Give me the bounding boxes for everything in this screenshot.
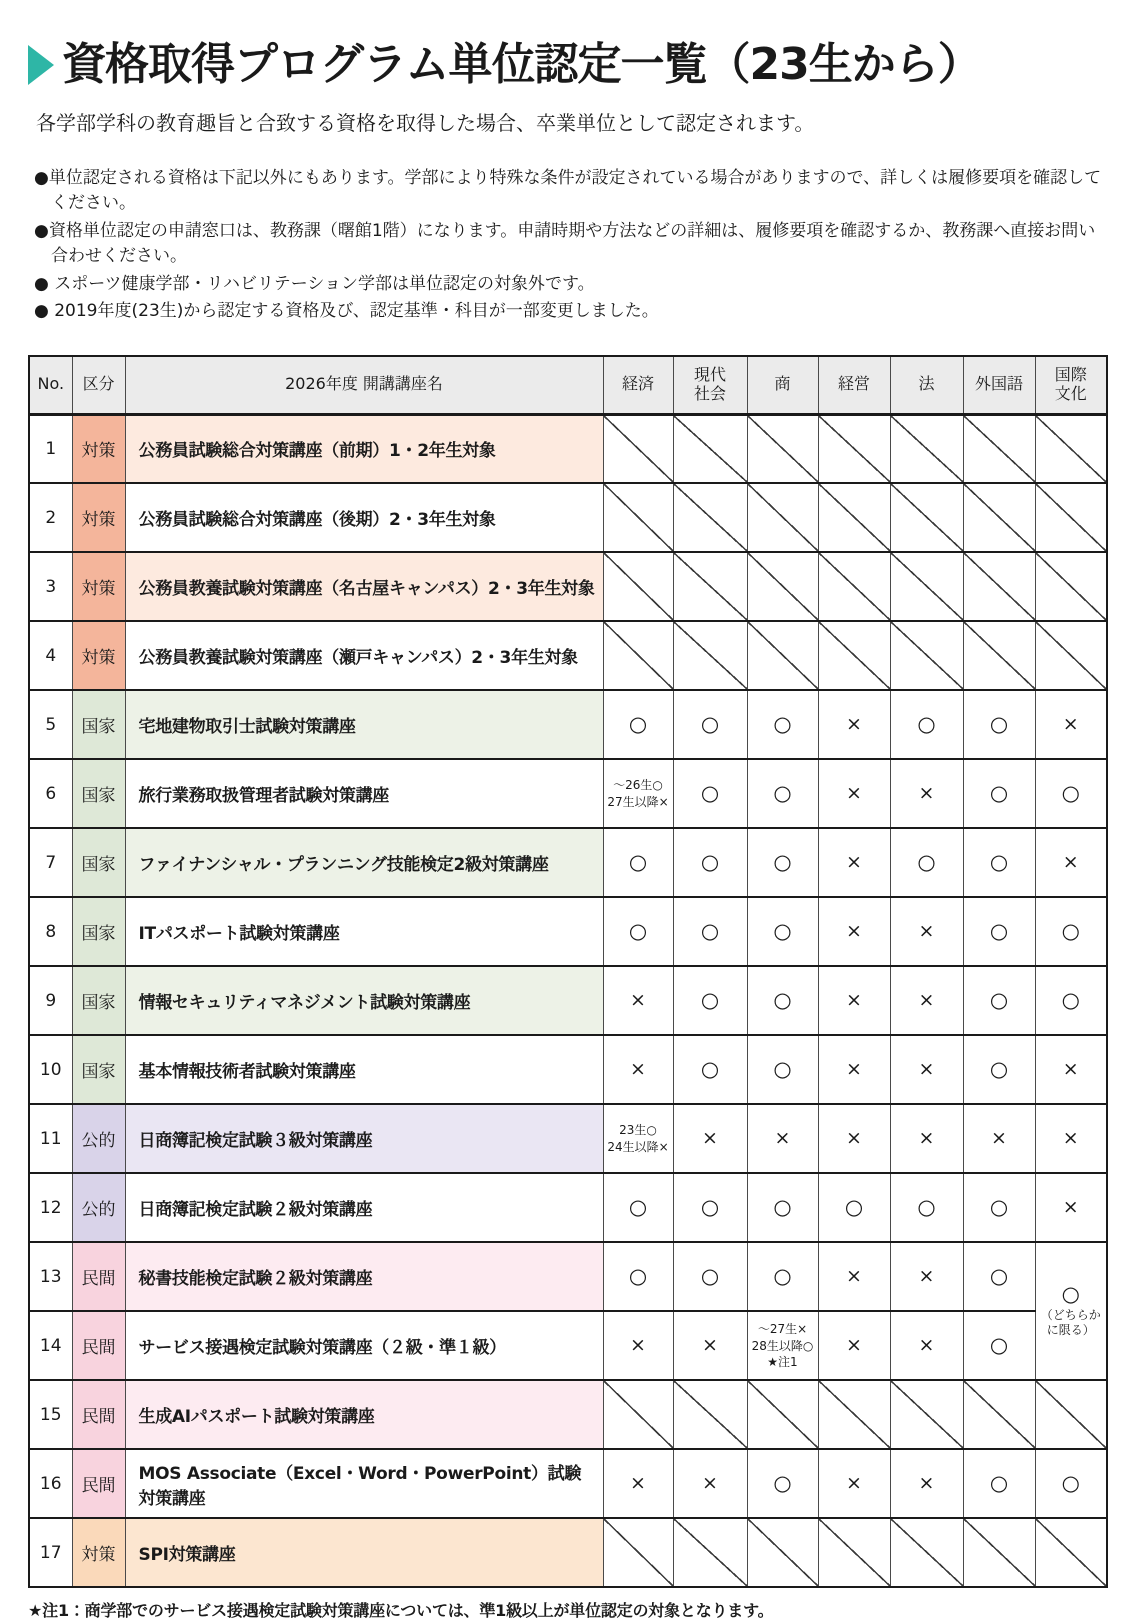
footnote: ★注1：商学部でのサービス接遇検定試験対策講座については、準1級以上が単位認定の対象となります。 bbox=[28, 1601, 774, 1621]
row-number: 12 bbox=[29, 1173, 72, 1242]
cross-mark-cell bbox=[747, 1104, 818, 1173]
table-row-3 bbox=[29, 552, 1107, 621]
circle-mark-cell bbox=[963, 897, 1035, 966]
not-applicable-diagonal-cell bbox=[673, 414, 747, 483]
row-number: 15 bbox=[29, 1380, 72, 1449]
circle-mark: ○ bbox=[773, 1195, 792, 1220]
table-row-2 bbox=[29, 483, 1107, 552]
cross-mark: × bbox=[918, 1334, 935, 1357]
circle-mark-cell bbox=[1035, 966, 1107, 1035]
circle-mark: ○ bbox=[1061, 1281, 1080, 1306]
table-row-16 bbox=[29, 1449, 1107, 1518]
not-applicable-diagonal-cell bbox=[890, 1380, 963, 1449]
cross-mark-cell bbox=[890, 897, 963, 966]
circle-mark-cell bbox=[747, 897, 818, 966]
cross-mark-cell bbox=[818, 897, 890, 966]
course-name-cell: 情報セキュリティマネジメント試験対策講座 bbox=[125, 966, 603, 1035]
cross-mark-cell bbox=[818, 1035, 890, 1104]
not-applicable-diagonal-cell bbox=[1035, 621, 1107, 690]
not-applicable-diagonal-cell bbox=[673, 1518, 747, 1587]
credit-recognition-table bbox=[28, 355, 1108, 1589]
cross-mark: × bbox=[846, 989, 862, 1012]
category-cell: 対策 bbox=[72, 1518, 125, 1587]
circle-mark: ○ bbox=[989, 1264, 1009, 1289]
not-applicable-diagonal-cell bbox=[890, 414, 963, 483]
cross-mark: × bbox=[1062, 713, 1079, 736]
circle-mark-cell bbox=[747, 1449, 818, 1518]
circle-mark-cell bbox=[673, 1173, 747, 1242]
cross-mark: × bbox=[1062, 851, 1079, 874]
cross-mark: × bbox=[846, 1334, 862, 1357]
cross-mark-cell bbox=[603, 1311, 673, 1380]
cross-mark-cell bbox=[1035, 1173, 1107, 1242]
row-number: 14 bbox=[29, 1311, 72, 1380]
table-row-7 bbox=[29, 828, 1107, 897]
circle-mark: ○ bbox=[700, 712, 720, 737]
note-item-2: ●資格単位認定の申請窓口は、教務課（曙館1階）になります。申請時期や方法などの詳細は、履修要項を確認するか、教務課へ直接お問い合わせください。 bbox=[34, 220, 1096, 267]
not-applicable-diagonal-cell bbox=[603, 552, 673, 621]
table-row-9 bbox=[29, 966, 1107, 1035]
cross-mark: × bbox=[846, 1472, 862, 1495]
not-applicable-diagonal-cell bbox=[890, 552, 963, 621]
not-applicable-diagonal-cell bbox=[747, 552, 818, 621]
circle-mark: ○ bbox=[773, 919, 792, 944]
circle-mark: ○ bbox=[700, 988, 720, 1013]
cross-mark: × bbox=[1062, 1196, 1079, 1219]
circle-mark-cell bbox=[747, 966, 818, 1035]
table-row-13 bbox=[29, 1242, 1107, 1311]
circle-mark: ○ bbox=[989, 988, 1009, 1013]
circle-mark-cell bbox=[747, 1242, 818, 1311]
cross-mark-cell bbox=[818, 966, 890, 1035]
category-cell: 国家 bbox=[72, 897, 125, 966]
category-cell: 民間 bbox=[72, 1311, 125, 1380]
not-applicable-diagonal-cell bbox=[963, 1518, 1035, 1587]
circle-mark: ○ bbox=[700, 1264, 720, 1289]
circle-mark: ○ bbox=[773, 850, 792, 875]
conditional-mark-cell bbox=[603, 759, 673, 828]
not-applicable-diagonal-cell bbox=[673, 621, 747, 690]
not-applicable-diagonal-cell bbox=[963, 483, 1035, 552]
course-name-cell: 公務員試験総合対策講座（後期）2・3年生対象 bbox=[125, 483, 603, 552]
cross-mark-cell bbox=[890, 1449, 963, 1518]
cross-mark-cell bbox=[890, 1311, 963, 1380]
cross-mark: × bbox=[846, 1058, 862, 1081]
cross-mark-cell bbox=[673, 1449, 747, 1518]
course-name-cell: 公務員試験総合対策講座（前期）1・2年生対象 bbox=[125, 414, 603, 483]
circle-mark-cell bbox=[603, 1173, 673, 1242]
category-cell: 国家 bbox=[72, 690, 125, 759]
not-applicable-diagonal-cell bbox=[890, 1518, 963, 1587]
row-number: 10 bbox=[29, 1035, 72, 1104]
course-name-cell: 宅地建物取引士試験対策講座 bbox=[125, 690, 603, 759]
note-item-1: ●単位認定される資格は下記以外にもあります。学部により特殊な条件が設定されている場合がありますので、詳しくは履修要項を確認してください。 bbox=[34, 167, 1102, 214]
circle-mark: ○ bbox=[773, 712, 792, 737]
circle-mark-cell bbox=[963, 1173, 1035, 1242]
cross-mark-cell bbox=[1035, 828, 1107, 897]
not-applicable-diagonal-cell bbox=[1035, 1518, 1107, 1587]
cross-mark-cell bbox=[673, 1311, 747, 1380]
column-header-5: 現代 社会 bbox=[673, 356, 747, 415]
circle-mark: ○ bbox=[773, 1264, 792, 1289]
cross-mark-cell bbox=[1035, 690, 1107, 759]
circle-mark: ○ bbox=[989, 850, 1009, 875]
course-name-cell: 公務員教養試験対策講座（瀬戸キャンパス）2・3年生対象 bbox=[125, 621, 603, 690]
not-applicable-diagonal-cell bbox=[963, 552, 1035, 621]
cross-mark-cell bbox=[890, 759, 963, 828]
circle-mark-cell bbox=[673, 1242, 747, 1311]
cross-mark-cell bbox=[818, 828, 890, 897]
table-row-5 bbox=[29, 690, 1107, 759]
circle-mark: ○ bbox=[628, 919, 648, 944]
cross-mark: × bbox=[630, 989, 646, 1012]
cross-mark-cell bbox=[818, 690, 890, 759]
row-number: 8 bbox=[29, 897, 72, 966]
cross-mark: × bbox=[991, 1127, 1007, 1150]
cross-mark: × bbox=[918, 1058, 935, 1081]
not-applicable-diagonal-cell bbox=[747, 621, 818, 690]
circle-mark-cell bbox=[1035, 1449, 1107, 1518]
not-applicable-diagonal-cell bbox=[963, 414, 1035, 483]
circle-mark: ○ bbox=[1061, 781, 1080, 806]
not-applicable-diagonal-cell bbox=[603, 483, 673, 552]
column-header-9: 外国語 bbox=[963, 356, 1035, 415]
circle-mark: ○ bbox=[989, 919, 1009, 944]
category-cell: 対策 bbox=[72, 483, 125, 552]
circle-mark: ○ bbox=[628, 712, 648, 737]
circle-mark: ○ bbox=[700, 1057, 720, 1082]
circle-mark: ○ bbox=[700, 781, 720, 806]
notes-list bbox=[34, 166, 1105, 325]
cross-mark: × bbox=[846, 782, 862, 805]
course-name-cell: 基本情報技術者試験対策講座 bbox=[125, 1035, 603, 1104]
circle-mark-cell bbox=[963, 690, 1035, 759]
not-applicable-diagonal-cell bbox=[747, 483, 818, 552]
category-cell: 国家 bbox=[72, 828, 125, 897]
category-cell: 国家 bbox=[72, 966, 125, 1035]
course-name-cell: ファイナンシャル・プランニング技能検定2級対策講座 bbox=[125, 828, 603, 897]
column-header-2: 区分 bbox=[72, 356, 125, 415]
not-applicable-diagonal-cell bbox=[818, 1518, 890, 1587]
circle-mark-cell bbox=[603, 828, 673, 897]
table-body bbox=[29, 414, 1107, 1587]
row-number: 5 bbox=[29, 690, 72, 759]
circle-mark-cell bbox=[963, 1311, 1035, 1380]
not-applicable-diagonal-cell bbox=[747, 1380, 818, 1449]
circle-mark-cell bbox=[603, 690, 673, 759]
circle-mark-cell bbox=[890, 828, 963, 897]
circle-mark-note: （どちらか に限る） bbox=[1040, 1307, 1101, 1338]
course-name-cell: 日商簿記検定試験２級対策講座 bbox=[125, 1173, 603, 1242]
cross-mark: × bbox=[918, 989, 935, 1012]
title-row bbox=[28, 40, 1105, 91]
circle-mark: ○ bbox=[917, 712, 936, 737]
not-applicable-diagonal-cell bbox=[1035, 414, 1107, 483]
circle-mark: ○ bbox=[917, 1195, 936, 1220]
circle-mark: ○ bbox=[700, 919, 720, 944]
cross-mark: × bbox=[702, 1127, 718, 1150]
circle-mark-cell bbox=[963, 966, 1035, 1035]
circle-mark-cell bbox=[747, 1173, 818, 1242]
row-number: 17 bbox=[29, 1518, 72, 1587]
note-item-4: ● 2019年度(23生)から認定する資格及び、認定基準・科目が一部変更しました。 bbox=[34, 301, 659, 322]
not-applicable-diagonal-cell bbox=[818, 414, 890, 483]
not-applicable-diagonal-cell bbox=[818, 621, 890, 690]
circle-mark-cell bbox=[673, 828, 747, 897]
category-cell: 対策 bbox=[72, 552, 125, 621]
circle-mark: ○ bbox=[989, 1333, 1009, 1358]
conditional-mark-text: ～26生○ 27生以降× bbox=[607, 778, 669, 809]
category-cell: 民間 bbox=[72, 1449, 125, 1518]
not-applicable-diagonal-cell bbox=[603, 1518, 673, 1587]
not-applicable-diagonal-cell bbox=[818, 552, 890, 621]
circle-mark-cell bbox=[890, 690, 963, 759]
row-number: 6 bbox=[29, 759, 72, 828]
circle-mark: ○ bbox=[989, 1471, 1009, 1496]
header-row bbox=[29, 356, 1107, 415]
cross-mark: × bbox=[918, 1472, 935, 1495]
circle-mark-cell bbox=[603, 897, 673, 966]
category-cell: 対策 bbox=[72, 414, 125, 483]
column-header-7: 経営 bbox=[818, 356, 890, 415]
circle-mark: ○ bbox=[989, 781, 1009, 806]
circle-mark-cell bbox=[963, 1449, 1035, 1518]
cross-mark: × bbox=[846, 1127, 862, 1150]
table-row-12 bbox=[29, 1173, 1107, 1242]
circle-mark: ○ bbox=[628, 1195, 648, 1220]
cross-mark-cell bbox=[890, 1035, 963, 1104]
cross-mark: × bbox=[630, 1058, 646, 1081]
circle-mark-cell bbox=[747, 759, 818, 828]
note-item-3: ● スポーツ健康学部・リハビリテーション学部は単位認定の対象外です。 bbox=[34, 273, 595, 294]
table-row-14 bbox=[29, 1311, 1107, 1380]
cross-mark-cell bbox=[818, 1104, 890, 1173]
table-row-6 bbox=[29, 759, 1107, 828]
not-applicable-diagonal-cell bbox=[890, 483, 963, 552]
conditional-mark-cell bbox=[603, 1104, 673, 1173]
table-row-10 bbox=[29, 1035, 1107, 1104]
not-applicable-diagonal-cell bbox=[603, 621, 673, 690]
column-header-1: No. bbox=[29, 356, 72, 415]
circle-mark: ○ bbox=[773, 781, 792, 806]
column-header-4: 経済 bbox=[603, 356, 673, 415]
cross-mark: × bbox=[846, 1265, 862, 1288]
cross-mark-cell bbox=[890, 1242, 963, 1311]
not-applicable-diagonal-cell bbox=[603, 1380, 673, 1449]
circle-mark-cell bbox=[747, 1035, 818, 1104]
not-applicable-diagonal-cell bbox=[1035, 483, 1107, 552]
row-number: 13 bbox=[29, 1242, 72, 1311]
circle-mark: ○ bbox=[700, 850, 720, 875]
cross-mark: × bbox=[918, 1127, 935, 1150]
not-applicable-diagonal-cell bbox=[890, 621, 963, 690]
circle-mark-cell bbox=[963, 1035, 1035, 1104]
table-header bbox=[29, 356, 1107, 415]
cross-mark-cell bbox=[890, 1104, 963, 1173]
not-applicable-diagonal-cell bbox=[1035, 1380, 1107, 1449]
cross-mark-cell bbox=[603, 1035, 673, 1104]
not-applicable-diagonal-cell bbox=[1035, 552, 1107, 621]
circle-mark: ○ bbox=[773, 1471, 792, 1496]
circle-mark-cell bbox=[747, 828, 818, 897]
category-cell: 民間 bbox=[72, 1242, 125, 1311]
circle-mark-cell bbox=[673, 897, 747, 966]
not-applicable-diagonal-cell bbox=[963, 1380, 1035, 1449]
cross-mark-cell bbox=[818, 1242, 890, 1311]
row-number: 16 bbox=[29, 1449, 72, 1518]
cross-mark: × bbox=[918, 920, 935, 943]
row-number: 9 bbox=[29, 966, 72, 1035]
circle-mark: ○ bbox=[1061, 919, 1080, 944]
circle-mark-cell bbox=[673, 1035, 747, 1104]
circle-mark-cell bbox=[673, 966, 747, 1035]
circle-mark-cell bbox=[963, 1242, 1035, 1311]
cross-mark: × bbox=[702, 1472, 718, 1495]
table-row-17 bbox=[29, 1518, 1107, 1587]
table-row-11 bbox=[29, 1104, 1107, 1173]
row-number: 11 bbox=[29, 1104, 72, 1173]
title-arrow-icon bbox=[28, 45, 54, 85]
cross-mark-cell bbox=[963, 1104, 1035, 1173]
cross-mark: × bbox=[846, 851, 862, 874]
course-name-cell: 公務員教養試験対策講座（名古屋キャンパス）2・3年生対象 bbox=[125, 552, 603, 621]
not-applicable-diagonal-cell bbox=[963, 621, 1035, 690]
not-applicable-diagonal-cell bbox=[747, 1518, 818, 1587]
not-applicable-diagonal-cell bbox=[673, 1380, 747, 1449]
category-cell: 民間 bbox=[72, 1380, 125, 1449]
row-number: 2 bbox=[29, 483, 72, 552]
not-applicable-diagonal-cell bbox=[818, 483, 890, 552]
circle-mark-cell bbox=[1035, 759, 1107, 828]
cross-mark: × bbox=[846, 920, 862, 943]
table-row-4 bbox=[29, 621, 1107, 690]
cross-mark: × bbox=[846, 713, 862, 736]
table-row-15 bbox=[29, 1380, 1107, 1449]
cross-mark-cell bbox=[818, 1311, 890, 1380]
cross-mark: × bbox=[630, 1472, 646, 1495]
page-title: 資格取得プログラム単位認定一覧（23生から） bbox=[62, 39, 981, 90]
cross-mark-cell bbox=[1035, 1035, 1107, 1104]
not-applicable-diagonal-cell bbox=[818, 1380, 890, 1449]
table-row-8 bbox=[29, 897, 1107, 966]
circle-mark: ○ bbox=[628, 850, 648, 875]
circle-mark-cell bbox=[673, 759, 747, 828]
cross-mark-cell bbox=[818, 759, 890, 828]
cross-mark: × bbox=[1062, 1058, 1079, 1081]
cross-mark: × bbox=[918, 1265, 935, 1288]
course-name-cell: SPI対策講座 bbox=[125, 1518, 603, 1587]
conditional-mark-text: ～27生× 28生以降○ ★注1 bbox=[751, 1322, 814, 1369]
cross-mark-cell bbox=[603, 1449, 673, 1518]
course-name-cell: 旅行業務取扱管理者試験対策講座 bbox=[125, 759, 603, 828]
column-header-8: 法 bbox=[890, 356, 963, 415]
row-number: 3 bbox=[29, 552, 72, 621]
cross-mark-cell bbox=[1035, 1104, 1107, 1173]
cross-mark-cell bbox=[890, 966, 963, 1035]
circle-mark: ○ bbox=[773, 988, 792, 1013]
category-cell: 国家 bbox=[72, 1035, 125, 1104]
not-applicable-diagonal-cell bbox=[747, 414, 818, 483]
circle-mark-cell bbox=[673, 690, 747, 759]
not-applicable-diagonal-cell bbox=[673, 483, 747, 552]
circle-mark-with-note-cell bbox=[1035, 1242, 1107, 1380]
row-number: 7 bbox=[29, 828, 72, 897]
circle-mark: ○ bbox=[917, 850, 936, 875]
circle-mark-cell bbox=[818, 1173, 890, 1242]
circle-mark: ○ bbox=[628, 1264, 648, 1289]
circle-mark: ○ bbox=[773, 1057, 792, 1082]
cross-mark-cell bbox=[818, 1449, 890, 1518]
circle-mark-cell bbox=[603, 1242, 673, 1311]
circle-mark-cell bbox=[747, 690, 818, 759]
circle-mark-cell bbox=[963, 759, 1035, 828]
circle-mark-cell bbox=[890, 1173, 963, 1242]
conditional-mark-cell bbox=[747, 1311, 818, 1380]
conditional-mark-text: 23生○ 24生以降× bbox=[607, 1123, 669, 1154]
circle-mark-cell bbox=[963, 828, 1035, 897]
course-name-cell: 日商簿記検定試験３級対策講座 bbox=[125, 1104, 603, 1173]
circle-mark: ○ bbox=[700, 1195, 720, 1220]
cross-mark: × bbox=[774, 1127, 791, 1150]
course-name-cell: 生成AIパスポート試験対策講座 bbox=[125, 1380, 603, 1449]
cross-mark-cell bbox=[603, 966, 673, 1035]
category-cell: 国家 bbox=[72, 759, 125, 828]
course-name-cell: ITパスポート試験対策講座 bbox=[125, 897, 603, 966]
page-subtitle: 各学部学科の教育趣旨と合致する資格を取得した場合、卒業単位として認定されます。 bbox=[36, 110, 815, 135]
course-name-cell: サービス接遇検定試験対策講座（２級・準１級） bbox=[125, 1311, 603, 1380]
not-applicable-diagonal-cell bbox=[603, 414, 673, 483]
circle-mark: ○ bbox=[1061, 988, 1080, 1013]
row-number: 4 bbox=[29, 621, 72, 690]
cross-mark: × bbox=[630, 1334, 646, 1357]
cross-mark: × bbox=[702, 1334, 718, 1357]
category-cell: 公的 bbox=[72, 1104, 125, 1173]
course-name-cell: MOS Associate（Excel・Word・PowerPoint）試験対策講座 bbox=[125, 1449, 603, 1518]
category-cell: 公的 bbox=[72, 1173, 125, 1242]
circle-mark-cell bbox=[1035, 897, 1107, 966]
cross-mark: × bbox=[1062, 1127, 1079, 1150]
cross-mark-cell bbox=[673, 1104, 747, 1173]
circle-mark: ○ bbox=[844, 1195, 864, 1220]
circle-mark: ○ bbox=[1061, 1471, 1080, 1496]
category-cell: 対策 bbox=[72, 621, 125, 690]
cross-mark: × bbox=[918, 782, 935, 805]
course-name-cell: 秘書技能検定試験２級対策講座 bbox=[125, 1242, 603, 1311]
not-applicable-diagonal-cell bbox=[673, 552, 747, 621]
circle-mark: ○ bbox=[989, 1057, 1009, 1082]
column-header-6: 商 bbox=[747, 356, 818, 415]
table-row-1 bbox=[29, 414, 1107, 483]
circle-mark: ○ bbox=[989, 1195, 1009, 1220]
column-header-3: 2026年度 開講講座名 bbox=[125, 356, 603, 415]
circle-mark: ○ bbox=[989, 712, 1009, 737]
row-number: 1 bbox=[29, 414, 72, 483]
column-header-10: 国際 文化 bbox=[1035, 356, 1107, 415]
